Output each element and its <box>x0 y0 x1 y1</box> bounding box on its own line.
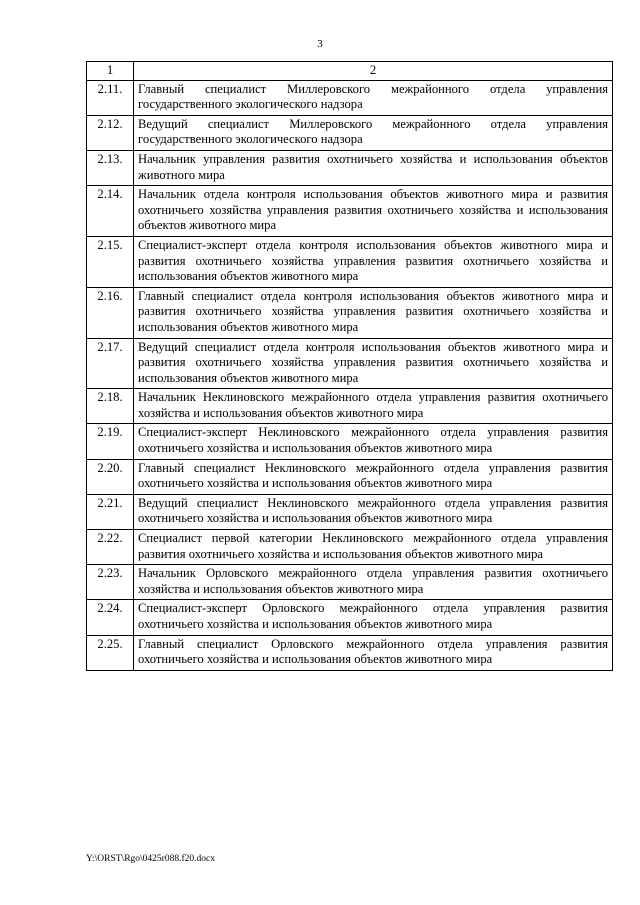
positions-table <box>86 61 613 671</box>
table-row <box>87 115 613 150</box>
row-number: 2.12. <box>87 115 134 150</box>
table-header-row <box>87 62 613 81</box>
column-header-position: 2 <box>134 62 613 81</box>
table-row <box>87 424 613 459</box>
table-row <box>87 600 613 635</box>
row-number: 2.25. <box>87 635 134 670</box>
table-row <box>87 338 613 389</box>
footer-file-path: Y:\ORST\Rgo\0425r088.f20.docx <box>86 854 215 864</box>
row-number: 2.18. <box>87 389 134 424</box>
row-number: 2.17. <box>87 338 134 389</box>
table-row <box>87 494 613 529</box>
table-row <box>87 80 613 115</box>
row-position-title: Ведущий специалист Неклиновского межрайонного отдела управления развития охотничьего хозяйства и использования объектов животного мира <box>134 494 613 529</box>
table-row <box>87 565 613 600</box>
table-row <box>87 530 613 565</box>
row-number: 2.11. <box>87 80 134 115</box>
page-number: 3 <box>317 38 323 50</box>
row-position-title: Главный специалист Орловского межрайонного отдела управления развития охотничьего хозяйства и использования объектов животного мира <box>134 635 613 670</box>
row-number: 2.13. <box>87 150 134 185</box>
row-position-title: Специалист первой категории Неклиновского межрайонного отдела управления развития охотничьего хозяйства и использования объектов животного мира <box>134 530 613 565</box>
table-row <box>87 150 613 185</box>
row-number: 2.24. <box>87 600 134 635</box>
row-position-title: Ведущий специалист отдела контроля использования объектов животного мира и развития охотничьего хозяйства управления развития охотничьего хозяйства и использования объектов животного мира <box>134 338 613 389</box>
table-row <box>87 186 613 237</box>
row-position-title: Специалист-эксперт Неклиновского межрайонного отдела управления развития охотничьего хозяйства и использования объектов животного мира <box>134 424 613 459</box>
row-position-title: Начальник Неклиновского межрайонного отдела управления развития охотничьего хозяйства и использования объектов животного мира <box>134 389 613 424</box>
row-position-title: Начальник управления развития охотничьего хозяйства и использования объектов животного мира <box>134 150 613 185</box>
table-row <box>87 459 613 494</box>
row-number: 2.14. <box>87 186 134 237</box>
row-position-title: Главный специалист Миллеровского межрайонного отдела управления государственного экологического надзора <box>134 80 613 115</box>
table-row <box>87 236 613 287</box>
row-position-title: Главный специалист Неклиновского межрайонного отдела управления развития охотничьего хозяйства и использования объектов животного мира <box>134 459 613 494</box>
row-number: 2.23. <box>87 565 134 600</box>
row-position-title: Начальник Орловского межрайонного отдела управления развития охотничьего хозяйства и использования объектов животного мира <box>134 565 613 600</box>
row-position-title: Начальник отдела контроля использования объектов животного мира и развития охотничьего хозяйства управления развития охотничьего хозяйства и использования объектов животного мира <box>134 186 613 237</box>
column-header-number: 1 <box>87 62 134 81</box>
row-position-title: Ведущий специалист Миллеровского межрайонного отдела управления государственного экологического надзора <box>134 115 613 150</box>
row-number: 2.19. <box>87 424 134 459</box>
row-number: 2.21. <box>87 494 134 529</box>
row-position-title: Специалист-эксперт отдела контроля использования объектов животного мира и развития охотничьего хозяйства управления развития охотничьего хозяйства и использования объектов животного мира <box>134 236 613 287</box>
row-number: 2.15. <box>87 236 134 287</box>
table-row <box>87 635 613 670</box>
row-position-title: Главный специалист отдела контроля использования объектов животного мира и развития охотничьего хозяйства управления развития охотничьего хозяйства и использования объектов животного мира <box>134 287 613 338</box>
row-number: 2.16. <box>87 287 134 338</box>
row-number: 2.22. <box>87 530 134 565</box>
table-row <box>87 287 613 338</box>
table-row <box>87 389 613 424</box>
row-number: 2.20. <box>87 459 134 494</box>
row-position-title: Специалист-эксперт Орловского межрайонного отдела управления развития охотничьего хозяйства и использования объектов животного мира <box>134 600 613 635</box>
